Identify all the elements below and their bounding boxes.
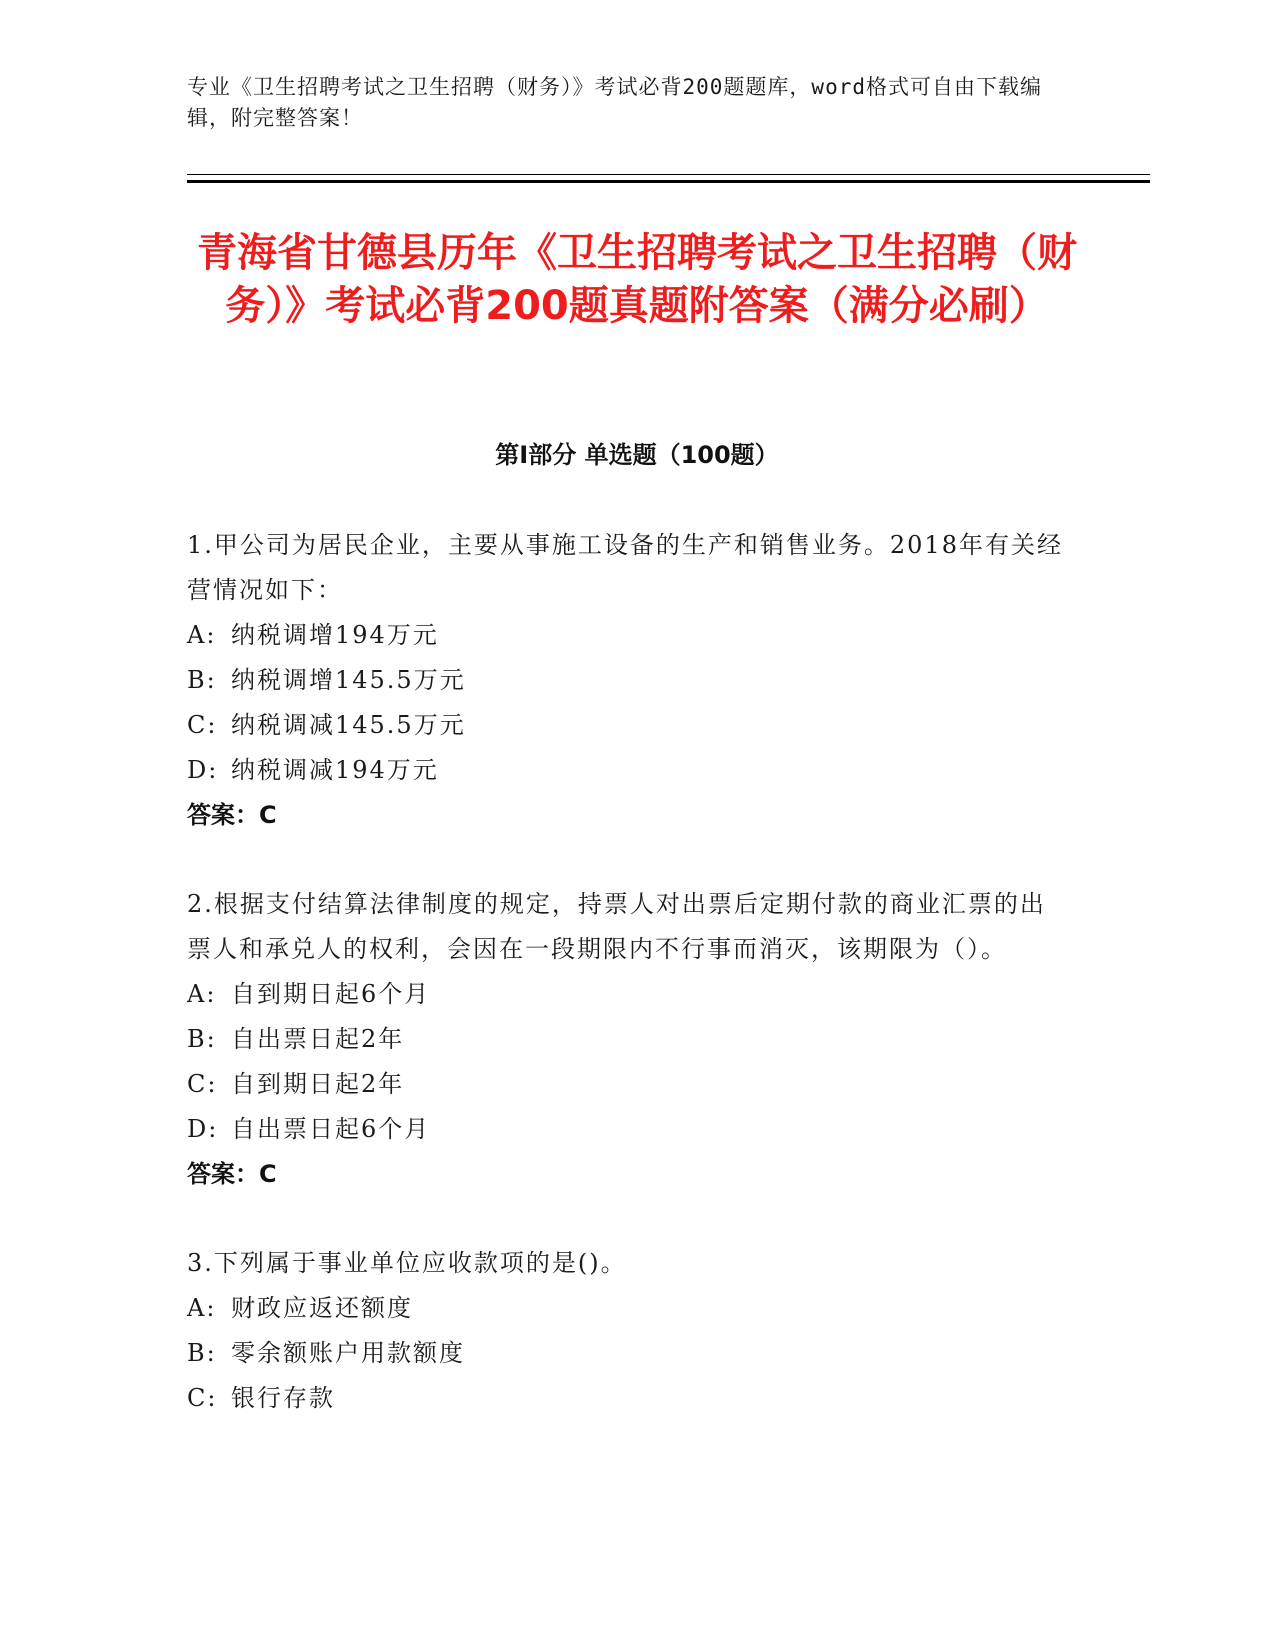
option-letter: B: — [187, 1339, 217, 1367]
question-list — [187, 523, 1067, 1465]
option-c — [187, 1062, 1067, 1107]
option-a — [187, 972, 1067, 1017]
option-c — [187, 703, 1067, 748]
question-1 — [187, 523, 1067, 838]
header-note: 专业《卫生招聘考试之卫生招聘（财务）》考试必背200题题库，word格式可自由下载编辑，附完整答案！ — [187, 75, 1042, 130]
answer-line: 答案：C — [187, 1160, 277, 1188]
option-text: 自到期日起6个月 — [231, 980, 431, 1008]
section-title: 第I部分 单选题（100题） — [495, 441, 779, 469]
header-divider-thick — [187, 180, 1150, 183]
option-b — [187, 1017, 1067, 1062]
answer-line: 答案：C — [187, 801, 277, 829]
option-text: 零余额账户用款额度 — [231, 1339, 465, 1367]
option-b — [187, 658, 1067, 703]
option-a — [187, 1286, 1067, 1331]
option-c — [187, 1376, 1067, 1421]
option-letter: D: — [187, 756, 219, 784]
document-title: 青海省甘德县历年《卫生招聘考试之卫生招聘（财务）》考试必背200题真题附答案（满分必刷） — [197, 230, 1077, 329]
option-letter: D: — [187, 1115, 219, 1143]
option-letter: B: — [187, 1025, 217, 1053]
question-stem: 2.根据支付结算法律制度的规定，持票人对出票后定期付款的商业汇票的出票人和承兑人的权利，会因在一段期限内不行事而消灭，该期限为（）。 — [187, 890, 1046, 963]
option-text: 自出票日起2年 — [231, 1025, 405, 1053]
option-text: 纳税调减145.5万元 — [231, 711, 466, 739]
option-text: 纳税调减194万元 — [231, 756, 439, 784]
option-text: 自到期日起2年 — [231, 1070, 405, 1098]
option-letter: A: — [187, 621, 217, 649]
option-letter: B: — [187, 666, 217, 694]
option-a — [187, 613, 1067, 658]
option-letter: C: — [187, 711, 218, 739]
question-2 — [187, 882, 1067, 1197]
option-b — [187, 1331, 1067, 1376]
option-text: 纳税调增145.5万元 — [231, 666, 466, 694]
option-letter: C: — [187, 1070, 218, 1098]
option-d — [187, 1107, 1067, 1152]
option-letter: C: — [187, 1384, 218, 1412]
option-letter: A: — [187, 1294, 217, 1322]
option-text: 纳税调增194万元 — [231, 621, 439, 649]
option-text: 财政应返还额度 — [231, 1294, 413, 1322]
option-text: 银行存款 — [231, 1384, 335, 1412]
option-letter: A: — [187, 980, 217, 1008]
option-d — [187, 748, 1067, 793]
header-divider-thin — [187, 174, 1150, 175]
option-text: 自出票日起6个月 — [231, 1115, 431, 1143]
question-3 — [187, 1241, 1067, 1421]
question-stem: 3.下列属于事业单位应收款项的是()。 — [187, 1249, 627, 1277]
question-stem: 1.甲公司为居民企业，主要从事施工设备的生产和销售业务。2018年有关经营情况如下： — [187, 531, 1063, 604]
